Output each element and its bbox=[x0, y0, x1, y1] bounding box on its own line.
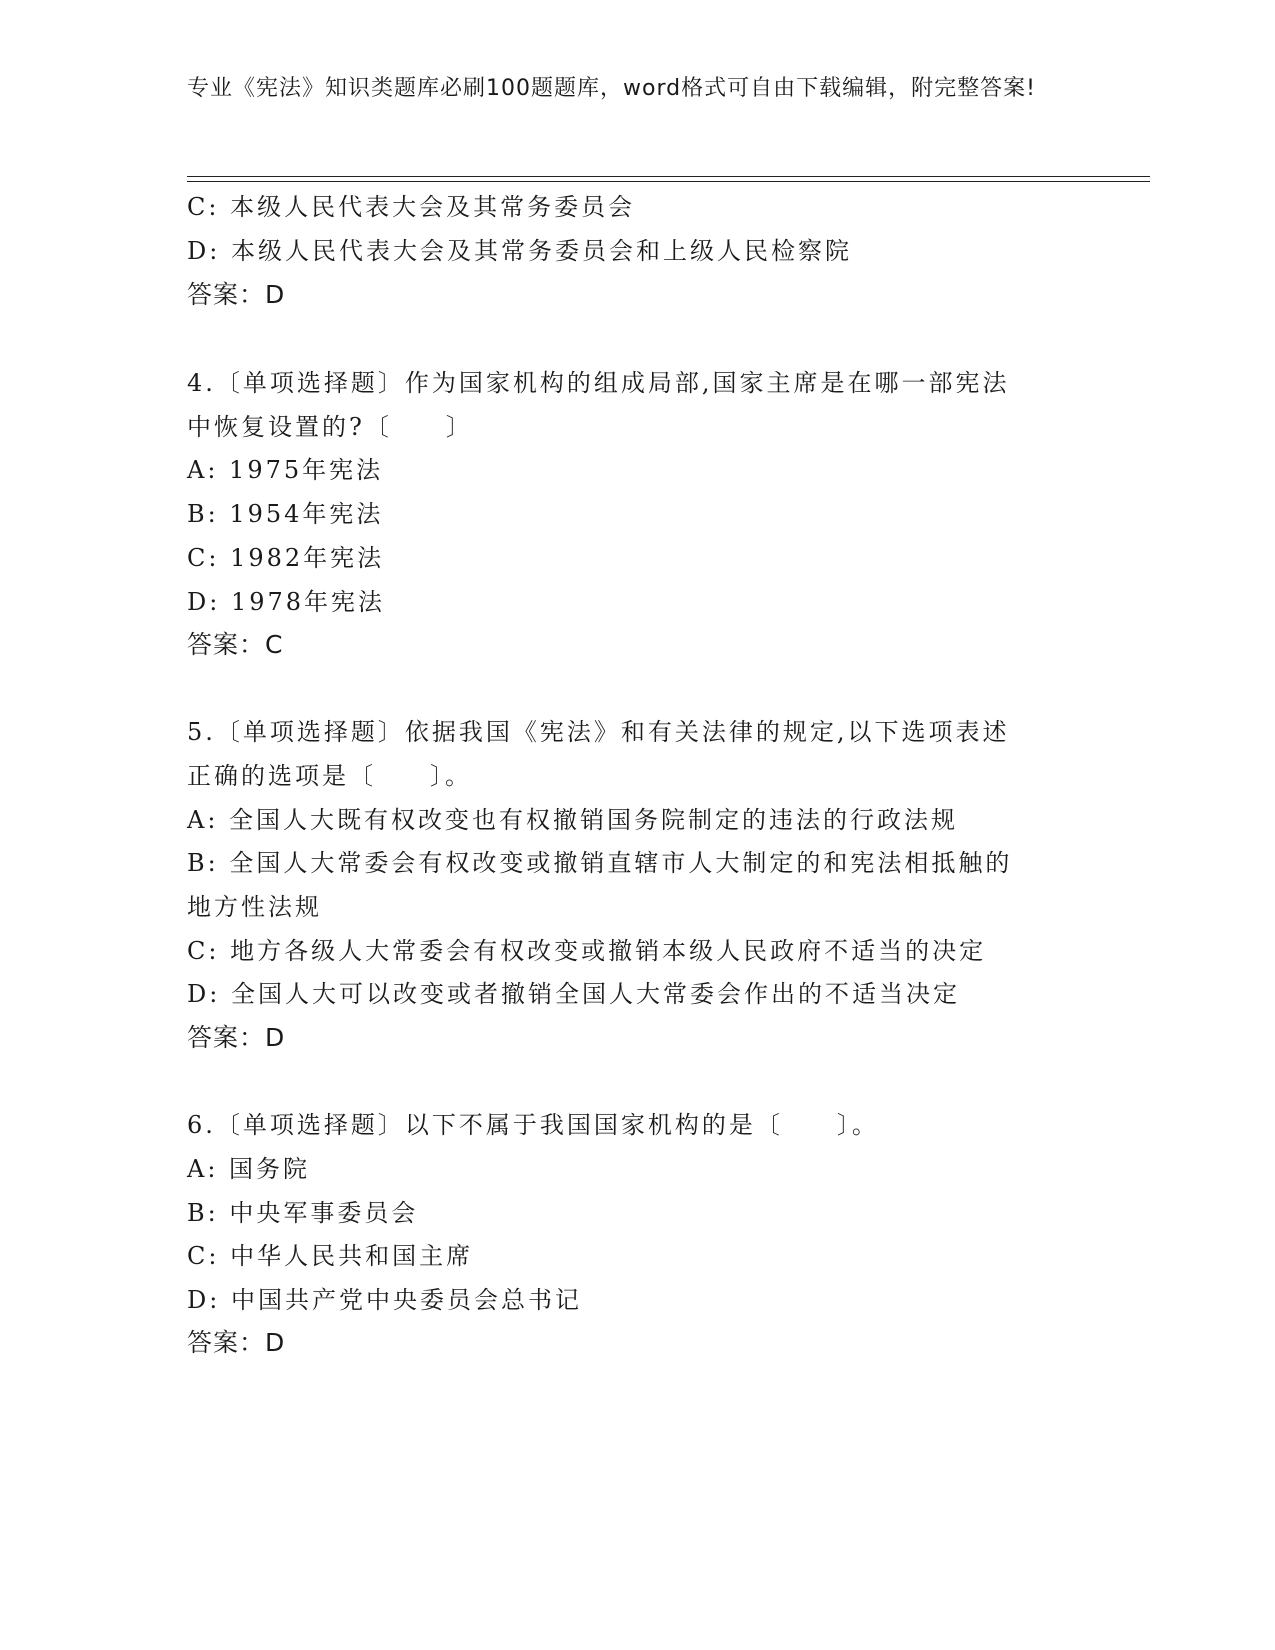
option-c: C: 地方各级人大常委会有权改变或撤销本级人民政府不适当的决定 bbox=[187, 937, 987, 965]
question-stem: 6.〔单项选择题〕以下不属于我国国家机构的是〔 〕。 bbox=[187, 1111, 879, 1139]
question-stem-continued: 中恢复设置的?〔 〕 bbox=[187, 413, 473, 441]
option-c: C: 1982年宪法 bbox=[187, 544, 385, 572]
option-b: B: 1954年宪法 bbox=[187, 500, 384, 528]
option-c: C: 中华人民共和国主席 bbox=[187, 1242, 474, 1270]
header-rule-top bbox=[187, 176, 1150, 177]
answer-line: 答案：D bbox=[187, 1023, 286, 1052]
option-d: D: 1978年宪法 bbox=[187, 588, 386, 616]
option-d: D: 中国共产党中央委员会总书记 bbox=[187, 1286, 582, 1314]
option-d: D: 全国人大可以改变或者撤销全国人大常委会作出的不适当决定 bbox=[187, 980, 960, 1008]
answer-line: 答案：D bbox=[187, 280, 286, 309]
question-stem: 5.〔单项选择题〕依据我国《宪法》和有关法律的规定,以下选项表述 bbox=[187, 718, 1010, 746]
option-b: B: 中央军事委员会 bbox=[187, 1199, 419, 1227]
answer-line: 答案：D bbox=[187, 1328, 286, 1357]
option-b-continued: 地方性法规 bbox=[187, 893, 322, 921]
option-a: A: 国务院 bbox=[187, 1155, 311, 1183]
document-header: 专业《宪法》知识类题库必刷100题题库，word格式可自由下载编辑，附完整答案! bbox=[187, 76, 1036, 101]
answer-line: 答案：C bbox=[187, 630, 284, 659]
question-stem: 4.〔单项选择题〕作为国家机构的组成局部,国家主席是在哪一部宪法 bbox=[187, 369, 1010, 397]
option-c: C: 本级人民代表大会及其常务委员会 bbox=[187, 193, 636, 221]
option-d: D: 本级人民代表大会及其常务委员会和上级人民检察院 bbox=[187, 237, 852, 265]
option-b: B: 全国人大常委会有权改变或撤销直辖市人大制定的和宪法相抵触的 bbox=[187, 849, 1013, 877]
option-a: A: 全国人大既有权改变也有权撤销国务院制定的违法的行政法规 bbox=[187, 806, 959, 834]
option-a: A: 1975年宪法 bbox=[187, 456, 384, 484]
header-rule-bottom bbox=[187, 181, 1150, 182]
question-stem-continued: 正确的选项是〔 〕。 bbox=[187, 762, 472, 790]
